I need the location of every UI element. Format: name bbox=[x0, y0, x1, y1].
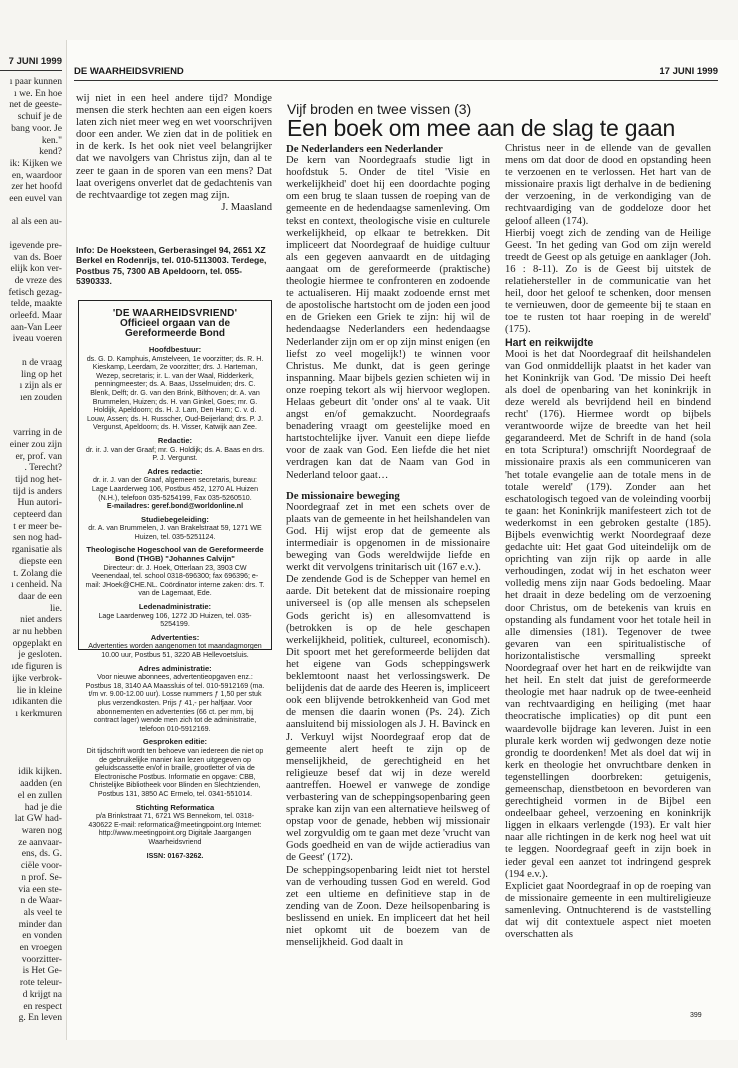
colophon-section-head: Advertenties: bbox=[150, 632, 200, 642]
prev-page-line: d krijgt na bbox=[22, 988, 62, 1000]
author-signature: J. Maasland bbox=[221, 201, 272, 213]
prev-page-line: aan-Van Leer bbox=[10, 321, 62, 333]
col2-heading-2: De missionaire beweging bbox=[286, 489, 400, 502]
prev-page-line: sen nog had- bbox=[12, 532, 62, 544]
prev-page-line: een euvel van bbox=[9, 193, 62, 205]
prev-page-line bbox=[0, 345, 62, 357]
colophon-section-head: Studiebegeleiding: bbox=[141, 514, 209, 524]
prev-page-line: telde, maakte bbox=[10, 298, 62, 310]
colophon-section-text: ds. G. D. Kamphuis, Amstelveen, 1e voorzitter; ds. R. H. Kieskamp, Leerdam, 2e voorzitter; drs. J. Harteman, Wezep, secretaris; ir. L. van der Waal, Ridderkerk, penningmeester; ds. A. Baas, IJsselmuiden; drs. C. Blenk, Delft; dr. G. van den Brink, Bilthoven; dr. A. van Brummelen, Huizen; ds. H. van Ginkel, Goes; mr. G. Holdijk, Apeldoorn; ds. H. J. Lam, Den Ham; C. v. d. Louw, Assen; ds. H. Russcher, Oud-Beijerland; drs. P. J. Vergunst, Apeldoorn; ds. H. Visser, Katwijk aan Zee. bbox=[86, 354, 264, 432]
prev-page-line bbox=[0, 228, 62, 240]
prev-page-line bbox=[0, 743, 62, 755]
colophon-section-text: Voor nieuwe abonnees, advertentieopgaven enz.: Postbus 18, 3140 AA Maassluis of tel. 010-5912169 (ma. t/m vr. 9.00-12.00 uur). Losse nummers ƒ 1,50 per stuk plus verzendkosten. Prijs ƒ 41,- per halfjaar. Voor abonnementen en advertenties (66 ct. per mm, bij contract lager) wende men zich tot de administratie, telefoon 010-5912169. bbox=[85, 673, 265, 733]
prev-page-line: rganisatie als bbox=[11, 544, 62, 556]
info-block: Info: De Hoeksteen, Gerberasingel 94, 2651 XZ Berkel en Rodenrijs, tel. 010-5113003. Terdege, Postbus 75, 7300 AB Apeldoorn, tel. 055-5390333. bbox=[76, 245, 267, 287]
colophon-title-3: Gereformeerde Bond bbox=[124, 328, 226, 339]
prev-page-line bbox=[0, 404, 62, 416]
previous-page-strip bbox=[0, 56, 62, 1024]
prev-page-line: ı cenheid. Na bbox=[11, 579, 62, 591]
prev-page-line: zer het hoofd bbox=[11, 181, 62, 193]
prev-page-line: elijk kon ver- bbox=[10, 263, 62, 275]
prev-page-line: van ds. Boer bbox=[13, 251, 62, 263]
prev-page-line: lie in kleine bbox=[16, 684, 62, 696]
colophon-section-text: Dit tijdschrift wordt ten behoeve van iedereen die niet op de gebruikelijke manier kan lezen uitgegeven op geluidscassette en/of in braille, grootletter of via de Electronische Postbus. Informatie en opgave: CBB, Christelijke Bibliotheek voor Blinden en Slechtzienden, Postbus 131, 3850 AC Ermelo, tel. 0341-551014. bbox=[86, 746, 264, 798]
col2-paragraph-2: Noordegraaf zet in met een schets over de plaats van de gemeente in het heilshandelen van God. Hij wijst erop dat de gemeente als intermediair is opgenomen in de missionaire beweging van Gods wereldwijde liefde en werkt dit vervolgens trinitarisch uit (167 e.v.). bbox=[286, 501, 490, 574]
col2-paragraph-1: De kern van Noordegraafs studie ligt in hoofdstuk 5. Onder de titel 'Visie en werkelijkheid' doet hij een doordachte poging om een brug te slaan tussen de roeping van de gemeente en de hedendaagse samenleving. Om tekst en context, theologische visie en culturele werkelijkheid, op elkaar te betrekken. Dit impliceert dat Noordegraaf de huidige cultuur als een gegeven aanvaardt en de uitdaging aangaat om de gereformeerde (praktische) theologie hiermee te confronteren en zodoende te actualiseren. Hij maakt zodoende ernst met de apostolische hartstocht om de joden een jood en de Grieken een Griek te zijn: hij wil de hedendaagse Nederlanders een hedendaagse Nederlander zijn om er op zijn minst enigen (en liefst zo veel mogelijk!) te winnen voor Christus. Me dunkt, dat is geen geringe inspanning. Maar bijbels gezien schieten wij in onze roeping tekort als wij hiervoor weglopen. Helaas gebeurt dit 'onder ons' al te vaak. Uit angst en/of gemakzucht. Noordegraafs benadering vraagt om geestelijke moed en hartstochtelijke ijver. Vanuit een diepe liefde voor de zaak van God. Een liefde die het niet verdragen kan dat de Naam van God in Nederland teloor gaat… bbox=[286, 155, 490, 481]
prev-page-line: el en zullen bbox=[17, 789, 62, 801]
prev-page-line: iveau voeren bbox=[12, 333, 62, 345]
colophon-title-1: 'DE WAARHEIDSVRIEND' bbox=[112, 308, 238, 319]
prev-page-line: idik kijken. bbox=[18, 766, 62, 778]
prev-page-line: je gesloten. bbox=[18, 649, 62, 661]
prev-page-line: ar nu hebben bbox=[12, 626, 62, 638]
colophon-section-head: Adres administratie: bbox=[138, 663, 212, 673]
col2-paragraph-3: De zendende God is de Schepper van hemel en aarde. Dit betekent dat de missionaire roeping universeel is (op alle mensen als schepselen Gods gericht is) en allesomvattend is (betrokken is op de hele geschapen werkelijkheid, politiek, cultureel, economisch). Dit spoort met het gereformeerde belijden dat het eigene van Gods scheppingswerk beklemtoont naast het verlossingswerk. De belijdenis dat de aarde des Heeren is, impliceert ook een blijvende betrokkenheid van God met de mensen die daarin wonen (Ps. 24). Zich aansluitend bij missiologen als J. H. Bavinck en J. Verkuyl wijst Noordegraaf erop dat de gemeente alert heeft te zijn op de menselijkheid, de gerechtigheid en het religieuze besef dat wij in deze wereld aantreffen. Hoewel er vanwege de zondige verbastering van de scheppingsopenbaring geen sprake kan zijn van een alternatieve heilsweg of opstap voor de genade, hebben wij missionair wel zorgvuldig om te gaan met deze 'vrucht van Gods goedheid en van de wijde actieradius van de Geest' (172). bbox=[286, 574, 490, 864]
colophon-section-text: dr. ir. J. van der Graaf, algemeen secretaris, bureau: Lage Laarderweg 106, Postbus 452, 1270 AL Huizen (N.H.), telefoon 035-5254199, Fax 035-5260510. bbox=[91, 476, 259, 502]
prev-page-line: lie. bbox=[50, 602, 62, 614]
colophon-section-text: Lage Laarderweg 106, 1272 JD Huizen, tel. 035-5254199. bbox=[98, 611, 252, 629]
article-title: Een boek om mee aan de slag te gaan bbox=[287, 115, 676, 141]
colophon-section-head: Adres redactie: bbox=[147, 466, 203, 476]
column-3 bbox=[505, 143, 711, 941]
colophon-section-head: Gesproken editie: bbox=[142, 737, 208, 747]
prev-page-line: ı zijn als er bbox=[19, 380, 62, 392]
prev-page-line: . Terecht? bbox=[24, 462, 62, 474]
prev-page-line: ciële voor- bbox=[20, 860, 62, 872]
prev-page-line: igevende pre- bbox=[9, 239, 62, 251]
colophon-section-head: Redactie: bbox=[157, 435, 193, 445]
prev-page-line: diepste een bbox=[19, 555, 62, 567]
col3-paragraph-2: Hierbij voegt zich de zending van de Heilige Geest. 'In het geding van God om zijn wereld treedt de Geest op als getuige en aanklager (Joh. 16 : 8-11). Zo is de Geest bij uitstek de relatiehersteller in de communicatie van het heil, door het geloof te schenken, door mensen te vernieuwen, door de gemeente bij te staan en toe te rusten tot haar roeping in de wereld' (175). bbox=[505, 227, 711, 336]
prev-page-line: orleefd. Maar bbox=[9, 310, 62, 322]
prev-page-line: is Het Ge- bbox=[22, 965, 62, 977]
col3-paragraph-3: Mooi is het dat Noordegraaf dit heilshandelen van God onmiddellijk plaatst in het kader van het Koninkrijk van God. 'De missio Dei heeft als doel de openbaring van het koninkrijk in deze wereld als bevrijdend heil en bindend recht' (176). Hiermee wordt op bijbels verantwoorde wijze de breedte van het heil gegarandeerd. Met de Schrift in de hand (sola en tota Scriptura!) omschrijft Noordegraaf de missionaire praxis als een communiceren van 'het totale evangelie aan de totale mens in de totale wereld' (179). Zonder aan het eschatologisch tegoed van de voleinding voorbij te gaan: het Koninkrijk manifesteert zich tot de wederkomst in een gebroken gestalte (185). Bijbels evenwichtig werkt Noordegraaf deze gedachte uit: Het gaat God uiteindelijk om de oprichting van zijn rijk op aarde in alle verhoudingen, zodat wij in het eschaton weer volledig mens zijn naar Gods bedoeling. Maar het draait in deze bedeling om de verzoening door Christus, om de betekenis van kruis en opstanding als fundament voor het totale heil in alle dimensies (181). Tegenover de twee gevaren van een spiritualistische of horizontalistische versmalling spreekt Noordegraaf over het hart en de reikwijdte van het heil. En stelt dat juist de gereformeerde theologie met haar nadruk op de twee-eenheid van rechtvaardiging en heiliging (met haar theocratische implicaties) op dit punt een waardevolle bijdrage kan leveren. Juist in een plurale kerk worden wij gedwongen deze notie grondig te doordenken! Met als doel dat wij in kerk en theologie het onvruchtbare denken in tegenstellingen doorbreken: getuigenis, gemeenschap, dienstbetoon en bevorderen van gerechtigheid vormen in de Bijbel een ondeelbaar geheel, verzoening en koninkrijk liggen in elkaars verlengde (193). Er valt hier naar alle richtingen in de kerk nog heel wat uit te leggen. Noordegraaf geeft in zijn boek in ieder geval een aanzet tot indringend gesprek (194 e.v.). bbox=[505, 348, 711, 880]
prev-page-line: einer zou zijn bbox=[9, 438, 62, 450]
page-number: 399 bbox=[690, 1012, 702, 1019]
prev-page-line: voorzitter- bbox=[21, 953, 62, 965]
prev-page-line: n de Waar- bbox=[20, 895, 62, 907]
column-1 bbox=[76, 93, 272, 214]
prev-page-line: ik: Kijken we bbox=[9, 157, 62, 169]
colophon-section-text: p/a Brinkstraat 71, 6721 WS Bennekom, tel. 0318-430622 E-mail: reformatica@meetingpoint.org Internet: http://www.meetingpoint.org Digitale Jaargangen Waarheidsvriend bbox=[88, 812, 262, 846]
running-head-title: DE WAARHEIDSVRIEND bbox=[74, 66, 184, 77]
prev-page-line: kend? bbox=[39, 146, 62, 158]
colophon-box bbox=[78, 300, 272, 861]
running-head bbox=[74, 66, 718, 81]
prev-page-line bbox=[0, 731, 62, 743]
prev-page-line: en, waardoor bbox=[11, 169, 62, 181]
prev-page-line: ı kerkmuren bbox=[15, 707, 62, 719]
prev-page-line: ıdikanten die bbox=[12, 696, 62, 708]
prev-page-line: en respect bbox=[23, 1000, 62, 1012]
prev-page-line: schuif je de bbox=[17, 111, 62, 123]
prev-page-line: ling op het bbox=[20, 368, 62, 380]
prev-page-lines bbox=[0, 76, 62, 1024]
prev-page-line: ijke verbrok- bbox=[12, 672, 62, 684]
prev-page-line: t er meer be- bbox=[13, 520, 62, 532]
col1-text: wij niet in een heel andere tijd? Mondige mensen die sterk hechten aan een eigen koers laten zich niet meer weg en wet voorschrijven door een ander. We zien dat in de politiek en in de kerk. Is het ook niet veel belangrijker dat we navolgers van Christus zijn, dan al te zeer te gaan in de sporen van een mens? Dat laat overigens onverlet dat de gedachtenis van de rechtvaardige tot zegen mag zijn. bbox=[76, 93, 272, 201]
prev-page-line: en vonden bbox=[22, 930, 62, 942]
prev-page-line bbox=[0, 205, 62, 217]
article-kicker: Vijf broden en twee vissen (3) bbox=[287, 101, 472, 117]
prev-page-line: en vroegen bbox=[19, 942, 62, 954]
col3-heading-1: Hart en reikwijdte bbox=[505, 336, 594, 349]
col3-paragraph-4: Expliciet gaat Noordegraaf in op de roeping van de missionaire gemeente in een multireligieuze samenleving. Ontnuchterend is de vaststelling dat wij dit contextuele aspect niet moeten overschatten als bbox=[505, 880, 711, 941]
colophon-section-head: Ledenadministratie: bbox=[138, 602, 212, 612]
prev-page-line: varring in de bbox=[12, 427, 62, 439]
prev-page-line: niet anders bbox=[20, 614, 62, 626]
prev-page-line bbox=[0, 755, 62, 767]
prev-page-line: t. Zolang die bbox=[13, 567, 62, 579]
prev-page-line: net de geeste- bbox=[9, 99, 62, 111]
prev-page-line: aadden (en bbox=[20, 778, 62, 790]
colophon-section-text: Directeur: dr. J. Hoek, Otterlaan 23, 3903 CW Veenendaal, tel. school 0318-696300; fax 696396; e-mail: JHoek@CHE.NL. Coördinator interne zaken: drs. T. van de Lagemaat, Ede. bbox=[85, 563, 265, 598]
colophon-sections bbox=[79, 346, 271, 846]
prev-page-line: bang voor. Je bbox=[11, 122, 62, 134]
prev-page-line: tijd is anders bbox=[12, 485, 62, 497]
prev-page-line: ıen zouden bbox=[20, 391, 62, 403]
prev-page-line: als veel te bbox=[23, 906, 62, 918]
colophon-section-head: Stichting Reformatica bbox=[135, 802, 215, 812]
colophon-section-text: dr. ir. J. van der Graaf; mr. G. Holdijk; ds. A. Baas en drs. P. J. Vergunst. bbox=[85, 445, 265, 463]
colophon-section-text: Advertenties worden aangenomen tot maandagmorgen 10.00 uur, Postbus 51, 3220 AB Hellevoetsluis. bbox=[88, 642, 262, 659]
colophon-section-text: E-mailadres: geref.bond@worldonline.nl bbox=[106, 502, 244, 511]
col2-heading-1: De Nederlanders een Nederlander bbox=[286, 143, 443, 155]
prev-page-header: 7 JUNI 1999 bbox=[0, 56, 62, 71]
prev-page-line: ı paar kunnen bbox=[9, 76, 62, 87]
prev-page-line: tijd nog het- bbox=[15, 473, 62, 485]
prev-page-line: al als een au- bbox=[11, 216, 62, 228]
prev-page-line: lat GW had- bbox=[14, 813, 62, 825]
colophon-section-head: Hoofdbestuur: bbox=[148, 345, 202, 354]
col2-paragraph-4: De scheppingsopenbaring leidt niet tot herstel van de verhouding tussen God en wereld. God zet een ultieme en definitieve stap in de zending van de Zoon. Deze heilsopenbaring is beslissend en uniek. En impliceert dat het heil niet opkomt uit de boezem van de menselijkheid. God daalt in bbox=[286, 864, 490, 949]
prev-page-line: ıde figuren is bbox=[11, 661, 62, 673]
prev-page-line: ken." bbox=[41, 134, 62, 146]
prev-page-line: ze aanvaar- bbox=[18, 836, 62, 848]
prev-page-line: daar de een bbox=[18, 590, 62, 602]
prev-page-line: de vreze des bbox=[14, 274, 62, 286]
prev-page-line bbox=[0, 415, 62, 427]
prev-page-line: g. En leven bbox=[18, 1012, 62, 1024]
prev-page-line: Hun autori- bbox=[17, 497, 62, 509]
prev-page-line: n de vraag bbox=[22, 356, 62, 368]
prev-page-line: er, prof. van bbox=[15, 450, 62, 462]
running-head-date: 17 JUNI 1999 bbox=[659, 66, 718, 77]
prev-page-line: waren nog bbox=[21, 825, 62, 836]
prev-page-line bbox=[0, 720, 62, 732]
prev-page-line: fetisch gezag- bbox=[8, 286, 62, 298]
colophon-section-text: dr. A. van Brummelen, J. van Brakelstraat 59, 1271 WE Huizen, tel. 035-5251124. bbox=[88, 524, 262, 541]
prev-page-line: cepteerd dan bbox=[13, 509, 62, 521]
colophon-issn: ISSN: 0167-3262. bbox=[146, 852, 204, 861]
prev-page-line: via een ste- bbox=[18, 883, 62, 895]
prev-page-line: ens, ds. G. bbox=[21, 848, 62, 860]
prev-page-line: opgeplakt en bbox=[12, 637, 62, 649]
column-2 bbox=[286, 143, 490, 949]
prev-page-line: ı we. En hoe bbox=[14, 87, 62, 99]
colophon-section-head: Theologische Hogeschool van de Gereformeerde Bond (THGB) "Johannes Calvijn" bbox=[86, 545, 264, 564]
prev-page-line: minder dan bbox=[18, 918, 62, 930]
colophon-title-2: Officieel orgaan van de bbox=[119, 318, 231, 329]
prev-page-line: had je die bbox=[24, 801, 62, 813]
prev-page-line: n prof. Se- bbox=[21, 871, 62, 883]
col3-paragraph-1: Christus neer in de ellende van de gevallen mens om dat door de dood en opstanding heen te verzoenen en te verlossen. Het hart van de missionaire praxis ligt derhalve in de bediening der verzoening, in de verkondiging van de rechtvaardiging van de goddeloze door het geloof alleen (174). bbox=[505, 143, 711, 227]
prev-page-line: rote teleur- bbox=[19, 977, 62, 989]
